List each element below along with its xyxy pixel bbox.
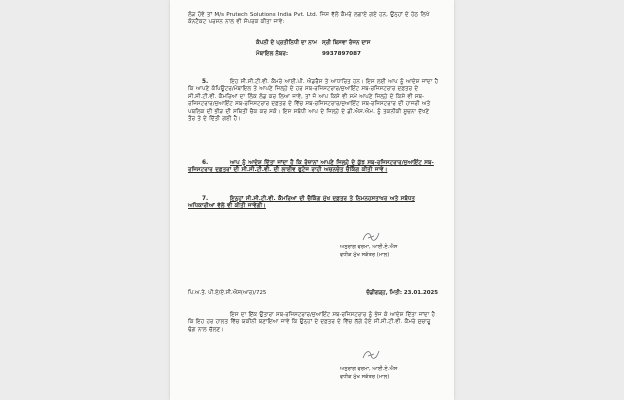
place-date: ਚੰਡੀਗੜ੍ਹ, ਮਿਤੀ: 23.01.2025 [366, 290, 438, 296]
point6-text: ਆਪ ਨੂੰ ਆਦੇਸ਼ ਦਿੱਤਾ ਜਾਂਦਾ ਹੈ ਕਿ ਰੋਜ਼ਾਨਾਂ ਆਪਣੇ ਜਿਲ੍ਹੇ ਦੇ ਕੁੱਝ ਸਬ-ਰਜਿਸਟਰਾਰ/ਜੁਆਇੰਟ ਸਬ-ਰਜਿਸਟਰਾਰ ਦਫ਼ਤਰਾਂ ਦੀ ਸੀ.ਸੀ.ਟੀ.ਵੀ. ਦੀ ਲਾਈਵ ਫੁਟੇਜ ਰਾਹੀ ਅਚਨਚੇਤ ਚੈਕਿੰਗ ਕੀਤੀ ਜਾਵੇ। [188, 160, 434, 174]
rep-label: ਕੰਪਨੀ ਦੇ ਪ੍ਰਤੀਨਿਧੀ ਦਾ ਨਾਮ [256, 40, 318, 46]
mobile-row [256, 51, 361, 58]
intro-paragraph: ਲੋੜ ਹੋਵੇ ਤਾਂ M/s Prutech Solutions India Pvt. Ltd. ਜਿਸ ਵੱਲੋਂ ਕੈਮਰੇ ਲਗਾਏ ਗਏ ਹਨ, ਉਨ੍ਹਾਂ ਦੇ ਹੇਠ ਲਿਖੇ ਕੋਨਟੈਕਟ ਪਰਸਨ ਨਾਲ ਵੀ ਸੰਪਰਕ ਕੀਤਾ ਜਾਵੇ: [188, 12, 430, 26]
reference-line [188, 290, 438, 297]
signatory-designation-1: ਵਧੀਕ ਮੁੱਖ ਸਕੱਤਰ (ਮਾਲ) [340, 251, 390, 258]
document-page [170, 0, 454, 400]
point7-text: ਇਨ੍ਹਾਂ ਸੀ.ਸੀ.ਟੀ.ਵੀ. ਕੈਮਰਿਆਂ ਦੀ ਚੈਕਿੰਗ ਮੁੱਖ ਦਫ਼ਤਰ ਤੇ ਨਿਮਨਹਸਤਾਖਰ ਅਤੇ ਸਬੰਧਤ ਅਧਿਕਾਰੀਆਂ ਵੱਲੋਂ ਵੀ ਕੀਤੀ ਜਾਵੇਗੀ। [188, 196, 415, 210]
endorsement-number: ਪਿ.ਅ.ਤੇ. ਪੀ.ਏ/ਏ.ਸੀ.ਐਸ(ਆਰ)/725 [188, 290, 267, 296]
mobile-label: ਮੋਬਾਇਲ ਨੰਬਰ: [256, 51, 289, 57]
rep-row [256, 40, 370, 47]
point7-number: 7. [202, 196, 209, 202]
point5-number: 5. [202, 79, 209, 85]
signatory-designation-2: ਵਧੀਕ ਮੁੱਖ ਸਕੱਤਰ (ਮਾਲ) [340, 373, 390, 380]
signature-scribble-2 [360, 348, 382, 362]
signatory-name-2: ਅਨੁਰਾਗ ਵਰਮਾ, ਆਈ.ਏ.ਐਸ [340, 366, 398, 372]
signature-scribble-1 [360, 230, 382, 244]
point6-number: 6. [202, 160, 209, 166]
signatory-name-1: ਅਨੁਰਾਗ ਵਰਮਾ, ਆਈ.ਏ.ਐਸ [340, 244, 398, 250]
rep-value: ਸ੍ਰੀ ਬਿਸਵਾ ਰੰਜਨ ਦਾਸ [322, 40, 371, 46]
point5-text: ਇਹ ਸੀ.ਸੀ.ਟੀ.ਵੀ. ਕੈਮਰੇ ਆਈ.ਪੀ. ਐਡਰੈਸ ਤੇ ਆਧਾਰਿਤ ਹਨ। ਇਸ ਲਈ ਆਪ ਨੂੰ ਆਦੇਸ਼ ਜਾਂਦਾ ਹੈ ਕਿ ਆਪਣੇ ਕੰਪਿਊਟਰ/ਮੋਬਾਇਲ ਤੇ ਆਪਣੇ ਜਿਲ੍ਹੇ ਦੇ ਹਰ ਸਬ-ਰਜਿਸਟਰਾਰ/ਜੁਆਇੰਟ ਸਬ-ਰਜਿਸਟਰਾਰ ਦਫ਼ਤਰ ਦੇ ਸੀ.ਸੀ.ਟੀ.ਵੀ. ਕੈਮਰਿਆਂ ਦਾ ਲਿੰਕ ਲੋਡ ਕਰ ਲਿਆ ਜਾਵੇ, ਤਾਂ ਜੋ ਆਪ ਕਿਸੇ ਵੀ ਸਮੇਂ ਆਪਣੇ ਜਿਲ੍ਹੇ ਦੇ ਕਿਸੇ ਵੀ ਸਬ-ਰਜਿਸਟਰਾਰ/ਜੁਆਇੰਟ ਸਬ-ਰਜਿਸਟਰਾਰ ਦਫ਼ਤਰ ਦੇ ਵਿੱਚ ਸਬ-ਰਜਿਸਟਰਾਰ/ਜੁਆਇੰਟ ਸਬ-ਰਜਿਸਟਰਾਰ ਦੀ ਹਾਜਰੀ ਅਤੇ ਪਬਲਿਕ ਦੀ ਭੀੜ ਦੀ ਸਥਿਤੀ ਚੈਕ ਕਰ ਸਕੋ। ਇਸ ਸਬੰਧੀ ਆਪ ਦੇ ਜਿਲ੍ਹੇ ਦੇ ਡੀ.ਐਸ.ਐਮ. ਨੂੰ ਤਕਨੀਕੀ ਸੂਚਨਾ ਦੱਖਣੇ ਤੌਰ ਤੇ ਦੇ ਦਿੱਤੀ ਗਈ ਹੈ। [188, 79, 439, 122]
mobile-value: 9937897087 [322, 51, 361, 57]
copy-note: ਇਸ ਦਾ ਇੱਕ ਉਤਾਰਾ ਸਬ-ਰਜਿਸਟਰਾਰ/ਜੁਆਇੰਟ ਸਬ-ਰਜਿਸਟਰਾਰ ਨੂੰ ਭੇਜ ਕੇ ਆਦੇਸ਼ ਦਿੱਤਾ ਜਾਂਦਾ ਹੈ ਕਿ ਇਹ ਹਰ ਹਾਲਤ ਵਿੱਚ ਯਕੀਨੀ ਬਣਾਇਆ ਜਾਵੇ ਕਿ ਉਨ੍ਹਾਂ ਦੇ ਦਫ਼ਤਰ ਦੇ ਵਿੱਚ ਲੱਗੇ ਹੋਏ ਸੀ.ਸੀ.ਟੀ.ਵੀ. ਕੈਮਰੇ ਸੁਚਾਰੂ ਢੰਗ ਨਾਲ ਚੱਲਣ। [188, 312, 435, 333]
signature-block-1 [340, 244, 440, 259]
signature-block-2 [340, 366, 440, 381]
